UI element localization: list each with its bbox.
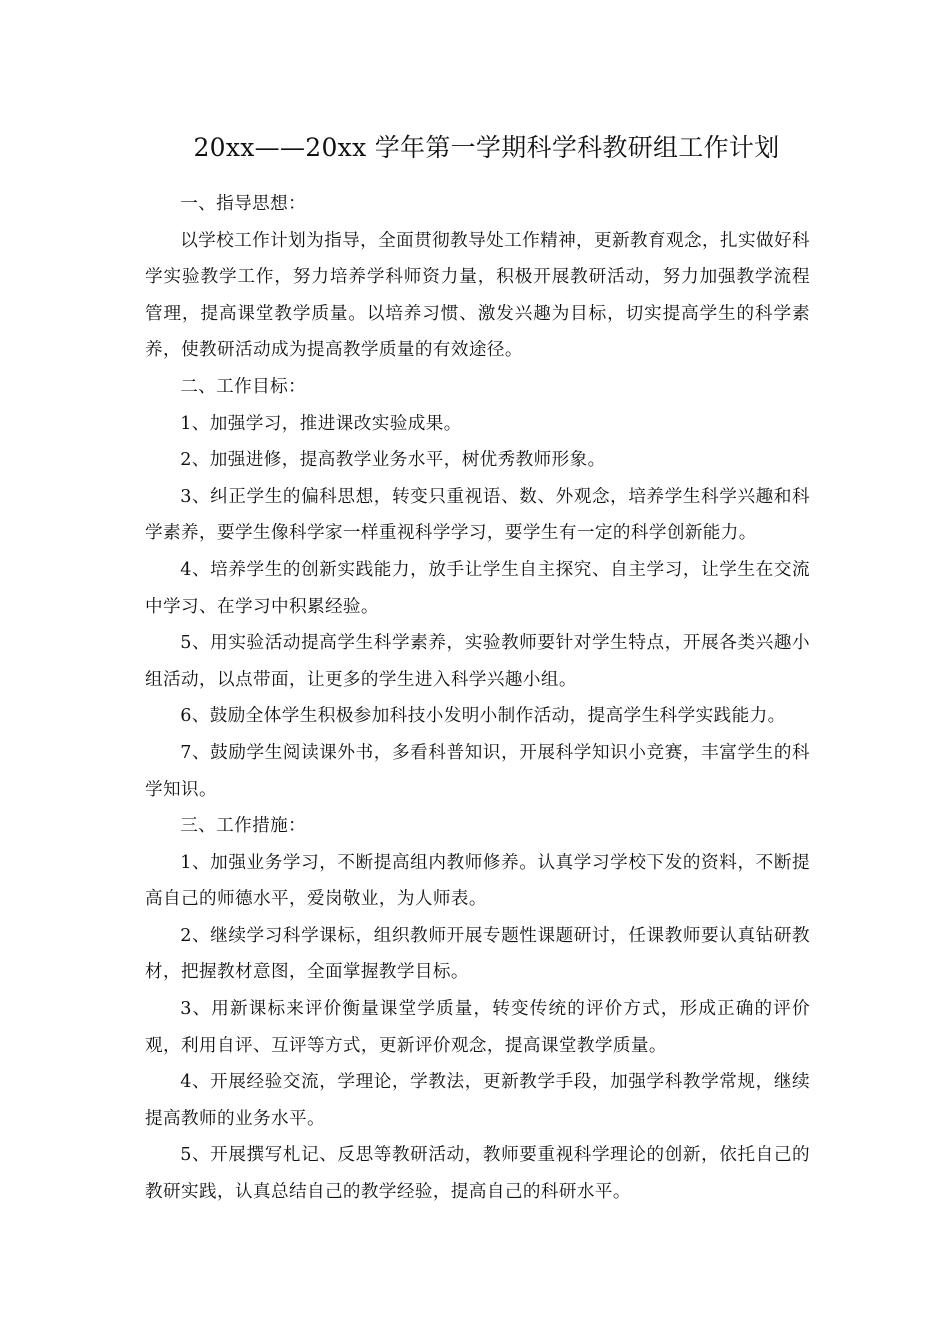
section-heading: 二、工作目标： [180, 376, 307, 397]
paragraph: 2、加强进修，提高教学业务水平，树优秀教师形象。 [180, 450, 606, 471]
paragraph: 6、鼓励全体学生积极参加科技小发明小制作活动，提高学生科学实践能力。 [180, 706, 786, 727]
paragraph: 3、用新课标来评价衡量课堂学质量，转变传统的评价方式，形成正确的评价观，利用自评、互评等方式，更新评价观念，提高课堂教学质量。 [145, 999, 810, 1056]
paragraph: 3、纠正学生的偏科思想，转变只重视语、数、外观念，培养学生科学兴趣和科学素养，要学生像科学家一样重视科学学习，要学生有一定的科学创新能力。 [145, 486, 810, 544]
section-work-measures [145, 808, 810, 1211]
document-title: 20xx——20xx 学年第一学期科学科教研组工作计划 [193, 133, 780, 162]
paragraph: 5、开展撰写札记、反思等教研活动，教师要重视科学理论的创新，依托自己的教研实践，认真总结自己的教学经验，提高自己的科研水平。 [145, 1145, 810, 1203]
paragraph: 以学校工作计划为指导，全面贯彻教导处工作精神，更新教育观念，扎实做好科学实验教学工作，努力培养学科师资力量，积极开展教研活动，努力加强教学流程管理，提高课堂教学质量。以培养习惯、激发兴趣为目标，切实提高学生的科学素养，使教研活动成为提高教学质量的有效途径。 [145, 230, 810, 361]
paragraph: 4、培养学生的创新实践能力，放手让学生自主探究、自主学习，让学生在交流中学习、在学习中积累经验。 [145, 559, 810, 617]
section-work-goals [145, 369, 810, 808]
section-heading: 三、工作措施： [180, 816, 307, 837]
section-heading: 一、指导思想： [180, 194, 307, 214]
section-guiding-ideology [145, 186, 810, 369]
paragraph: 4、开展经验交流，学理论，学教法，更新教学手段，加强学科教学常规，继续提高教师的业务水平。 [145, 1072, 810, 1129]
paragraph: 7、鼓励学生阅读课外书，多看科普知识，开展科学知识小竞赛，丰富学生的科学知识。 [145, 742, 810, 800]
paragraph: 2、继续学习科学课标，组织教师开展专题性课题研讨，任课教师要认真钻研教材，把握教材意图，全面掌握教学目标。 [145, 925, 810, 983]
paragraph: 5、用实验活动提高学生科学素养，实验教师要针对学生特点，开展各类兴趣小组活动，以点带面，让更多的学生进入科学兴趣小组。 [145, 633, 810, 690]
paragraph: 1、加强学习，推进课改实验成果。 [180, 413, 462, 434]
paragraph: 1、加强业务学习，不断提高组内教师修养。认真学习学校下发的资料，不断提高自己的师德水平，爱岗敬业，为人师表。 [145, 852, 810, 910]
